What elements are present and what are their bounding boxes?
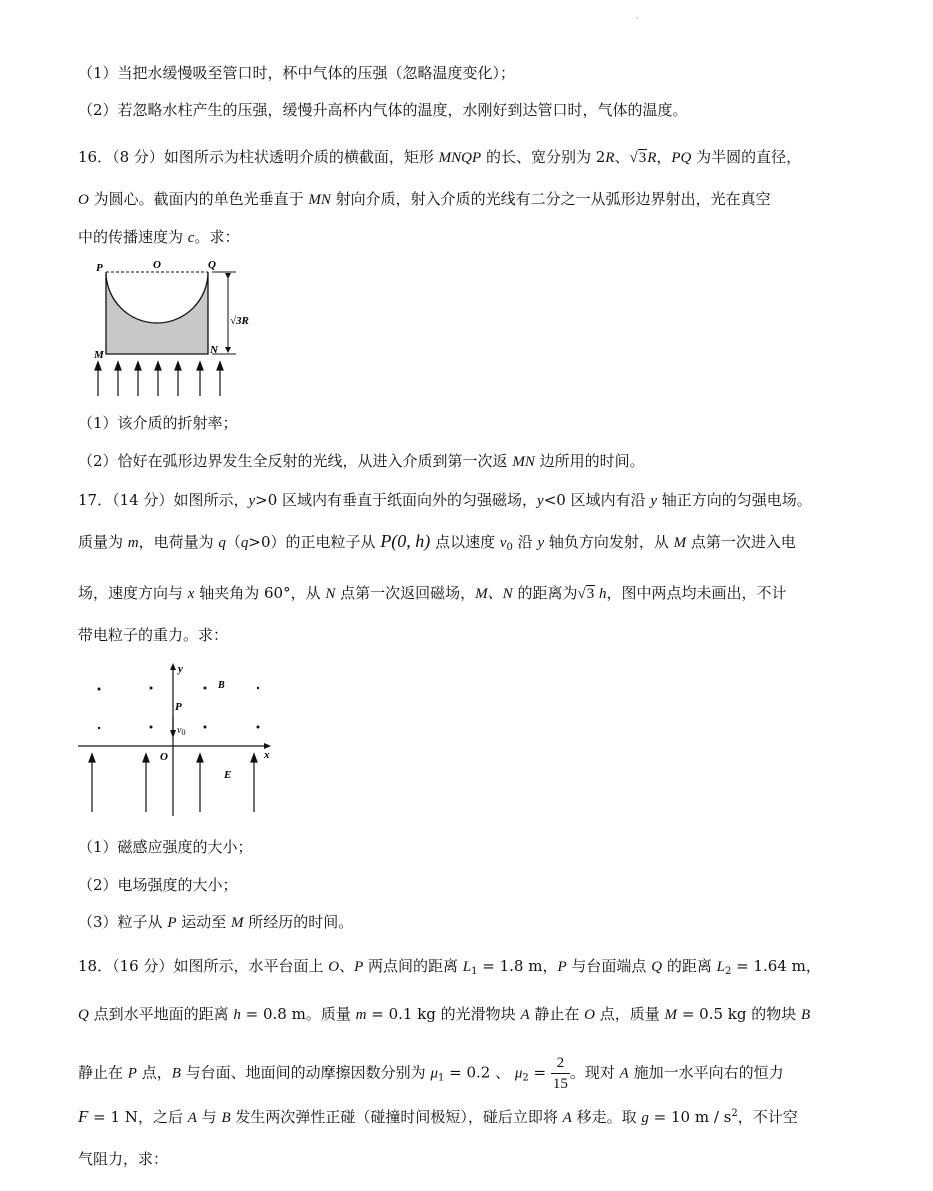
q16-sqrt3: √3 [629,150,647,166]
q17-m-point: M [231,915,244,931]
q18-b: B [801,1007,811,1023]
q18-o: O [328,959,340,975]
q17-text: 轴夹角为 60°，从 [194,584,326,602]
q18-text: ， [805,957,821,975]
q18-big-m-value: = 0.5 kg [677,1005,747,1023]
q17-part3 [78,911,353,934]
q18-text: ，之后 [137,1108,188,1126]
q17-text: >0）的正电粒子从 [248,533,381,551]
page-mark: · [636,14,639,23]
q18-b: B [221,1110,231,1126]
label-n: N [210,344,218,356]
q18-h-value: = 0.8 m [240,1005,306,1023]
q18-mu2-eq: = [528,1063,551,1082]
q17-text: 轴正方向的匀强电场。 [657,491,812,509]
q17-text: 质量为 [78,533,128,551]
e-label: E [224,769,232,781]
x-label: x [264,749,270,761]
q16-stem-line2 [78,188,771,211]
q17-text: 的距离为 [512,584,578,602]
incident-light-arrows [95,362,223,396]
q17-mn: M、N [475,586,513,602]
q18-text: 施加一水平向右的恒力 [628,1063,784,1082]
q18-stem-line2 [78,1003,810,1026]
q18-text: 两点间的距离 [363,957,463,975]
q18-text: 与 [196,1108,222,1126]
q17-q: q [218,535,226,551]
q16-c: c [187,230,195,246]
q17-text: 所经历的时间。 [243,913,354,931]
q18-b: B [171,1065,181,1082]
q17-sqrt3: √3 [577,586,595,602]
q18-text: 点， [136,1063,172,1082]
q17-n: N [325,586,336,602]
q16-text: 射向介质，射入介质的光线有二分之一从弧形边界射出，光在真空 [330,190,771,208]
q18-text: 的物块 [746,1005,802,1023]
q16-pq: PQ [671,150,692,166]
q18-text: ， [542,957,558,975]
q18-text: 、 [339,957,355,975]
q18-mu2: μ [514,1065,523,1082]
q18-text: 与台面端点 [566,957,652,975]
y-axis-arrowhead [170,663,176,670]
medium-shaded [106,272,208,354]
field-dot [150,687,153,690]
q15-part2: （2）若忽略水柱产生的压强，缓慢升高杯内气体的温度，水刚好到达管口时，气体的温度。 [78,101,688,119]
q17-text: 轴负方向发射，从 [544,533,674,551]
q17-text: <0 区域内有沿 [543,491,651,509]
q16-figure [88,258,258,398]
q18-q: Q [78,1007,89,1023]
q18-p: P [557,959,567,975]
q18-g-sup: 2 [731,1108,738,1119]
arrowhead [197,362,203,370]
arrowhead [251,754,257,762]
q17-part2: （2）电场强度的大小； [78,876,238,894]
v0-label [177,725,185,737]
label-o: O [153,259,161,271]
q17-text: 场，速度方向与 [78,584,188,602]
q18-text: 静止在 [78,1063,128,1082]
q17-part1: （1）磁感应强度的大小； [78,838,253,856]
q17-text: 点以速度 [430,533,500,551]
q18-text: 静止在 [529,1005,585,1023]
q16-text: 16．（8 分）如图所示为柱状透明介质的横截面，矩形 [78,148,439,166]
q17-figure [78,660,278,818]
field-dot [204,726,207,729]
q18-stem-line4 [78,1103,798,1129]
q16-o: O [78,192,89,208]
q18-stem-line3 [78,1053,784,1094]
q17-x: x [187,586,195,602]
p-label: P [175,701,182,713]
arrowhead [217,362,223,370]
q17-y: y [248,493,256,509]
q17-y: y [650,493,658,509]
label-q: Q [208,259,216,271]
q18-text: 点到水平地面的距离 [88,1005,234,1023]
q18-stem-line1 [78,955,821,983]
q16-text: 。求： [194,228,240,246]
q18-text: ，不计空 [737,1108,798,1126]
q16-stem-line3 [78,226,239,249]
field-dot [257,726,260,729]
q17-m-point: M [673,535,687,551]
q18-o: O [584,1007,595,1023]
q18-text: 发生两次弹性正碰（碰撞时间极短），碰后立即将 [230,1108,563,1126]
q18-big-m: M [664,1007,678,1023]
q17-stem-line4: 带电粒子的重力。求： [78,626,229,644]
q18-p: P [127,1065,137,1082]
q17-text: 沿 [512,533,538,551]
q18-text: 的光滑物块 [435,1005,521,1023]
field-dot [98,688,101,691]
q18-mu1-sub: 1 [437,1072,445,1084]
q17-text: 点第一次返回磁场， [335,584,476,602]
field-dot [204,687,207,690]
q18-m: m [355,1007,367,1023]
q18-text: 点，质量 [595,1005,665,1023]
q16-stem-line1 [78,146,801,169]
q18-text: 的距离 [662,957,717,975]
q16-text: 边所用的时间。 [534,452,645,470]
q16-mnqp: MNQP [438,150,482,166]
q18-m-value: = 0.1 kg [366,1005,436,1023]
q17-h: h [595,586,607,602]
q17-v: v [499,535,507,551]
q18-text: 。现对 [569,1063,620,1082]
q16-text: 的长、宽分别为 2 [481,148,606,166]
q18-l2: L [716,959,725,975]
q16-part1: （1）该介质的折射率； [78,414,238,432]
q18-g: g [641,1110,649,1126]
v0-v: v [177,725,182,736]
q17-stem-line2 [78,530,796,559]
arrowhead [135,362,141,370]
q17-stem-line3 [78,582,786,605]
q16-text: ， [656,148,672,166]
q17-point-p: P(0, h) [380,531,431,551]
b-label: B [218,680,225,691]
q18-q: Q [651,959,663,975]
q17-y: y [537,535,545,551]
q18-a: A [562,1110,572,1126]
q16-r: R [647,150,657,166]
q16-part2 [78,450,645,473]
q17-m: m [127,535,139,551]
q16-mn: MN [512,454,535,470]
q16-text: 为半圆的直径， [691,148,802,166]
q17-y: y [537,493,544,509]
q15-part1: （1）当把水缓慢吸至管口时，杯中气体的压强（忽略温度变化）； [78,64,516,82]
field-dot [257,687,259,689]
q18-a: A [187,1110,197,1126]
arrowhead [95,362,101,370]
q18-a: A [619,1065,629,1082]
q18-f: F [78,1107,89,1126]
q18-mu2-fraction [551,1053,570,1094]
q18-text: 与台面、地面间的动摩擦因数分别为 [180,1063,431,1082]
q18-l1: L [462,959,472,975]
q17-text: ，图中两点均未画出，不计 [606,584,787,602]
q18-text: 移走。取 [571,1108,642,1126]
q18-text: 、 [490,1063,515,1082]
q17-q: q [240,535,249,551]
q16-r: R [605,150,615,166]
q17-text: >0 区域内有垂直于纸面向外的匀强磁场， [255,491,538,509]
o-label: O [160,751,168,763]
q18-stem-line5: 气阻力，求： [78,1150,169,1168]
q17-text: （3）粒子从 [78,913,168,931]
q18-p: P [354,959,364,975]
q18-l2-sub: 2 [724,966,732,977]
q18-h: h [233,1007,241,1023]
field-dot [150,726,153,729]
q16-text: （2）恰好在弧形边界发生全反射的光线，从进入介质到第一次返 [78,452,513,470]
q17-text: 运动至 [176,913,232,931]
q18-l1-sub: 1 [471,966,478,977]
field-dot [98,727,100,729]
q17-text: ，电荷量为 [138,533,219,551]
q18-text: 18．（16 分）如图所示，水平台面上 [78,957,329,975]
label-m: M [94,349,104,361]
label-dim: √3R [230,315,249,327]
fraction-denominator: 15 [552,1076,568,1092]
q17-v-sub: 0 [506,542,513,553]
q18-mu1: μ [430,1065,438,1082]
q18-mu2-sub: 2 [522,1072,529,1084]
q17-stem-line1 [78,489,812,512]
q17-text: （ [225,533,241,551]
q18-text: 。质量 [305,1005,356,1023]
velocity-arrowhead [170,730,176,738]
q17-text: 17．（14 分）如图所示， [78,491,249,509]
arrowhead [175,362,181,370]
q18-mu1-value: = 0.2 [444,1063,491,1082]
v0-sub: 0 [181,728,186,737]
arrowhead [155,362,161,370]
q18-l1-value: = 1.8 m [477,957,543,975]
q18-f-value: = 1 N [88,1108,138,1126]
q18-a: A [520,1007,530,1023]
q16-mn: MN [308,192,331,208]
y-label: y [178,663,183,675]
arrowhead [89,754,95,762]
q18-g-value: = 10 m / s [648,1108,732,1126]
q18-l2-value: = 1.64 m [731,957,806,975]
q17-text: 点第一次进入电 [686,533,796,551]
arrowhead [115,362,121,370]
fraction-numerator: 2 [551,1053,570,1074]
q17-p: P [167,915,177,931]
arrowhead [197,754,203,762]
q16-text: 中的传播速度为 [78,228,188,246]
q16-text: 、 [614,148,630,166]
arrowhead [143,754,149,762]
q16-text: 为圆心。截面内的单色光垂直于 [88,190,309,208]
label-p: P [96,262,103,274]
